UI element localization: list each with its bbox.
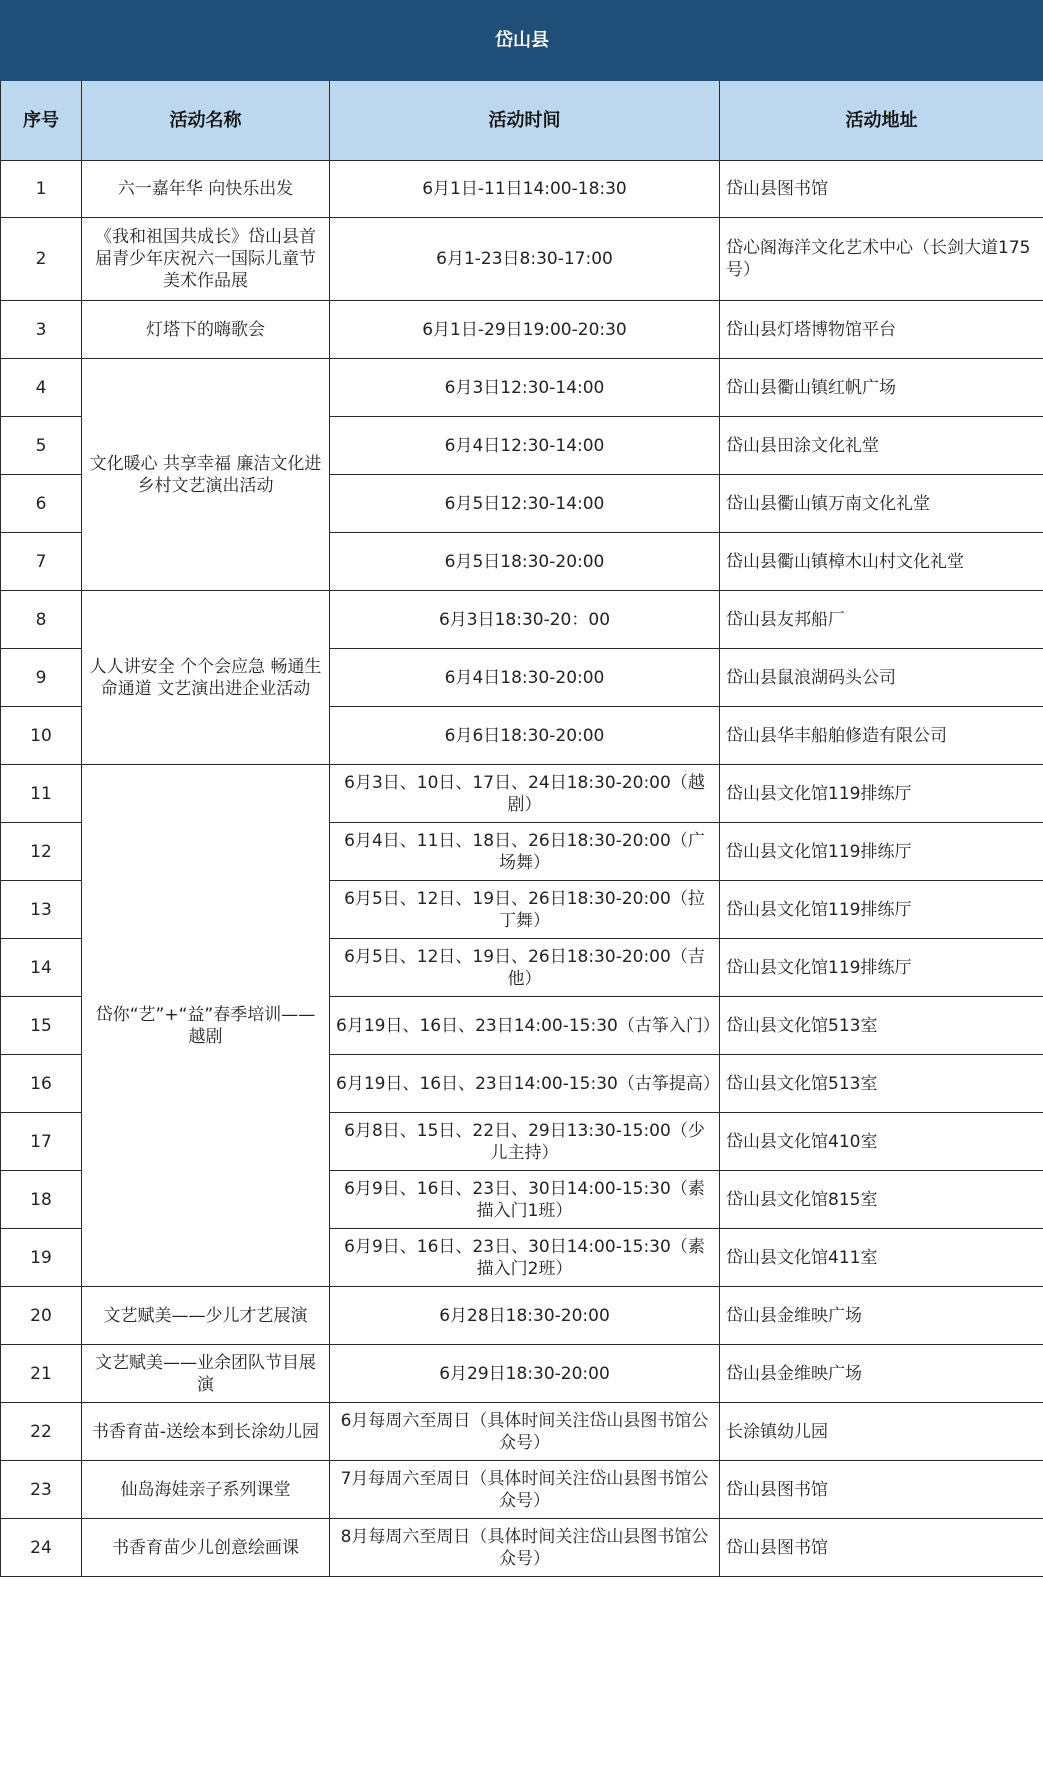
cell-index: 16 xyxy=(1,1055,82,1113)
cell-index: 14 xyxy=(1,939,82,997)
cell-index: 12 xyxy=(1,823,82,881)
cell-activity-time: 6月1日-29日19:00-20:30 xyxy=(330,301,720,359)
cell-activity-time: 6月每周六至周日（具体时间关注岱山县图书馆公众号） xyxy=(330,1403,720,1461)
cell-activity-time: 6月9日、16日、23日、30日14:00-15:30（素描入门2班） xyxy=(330,1229,720,1287)
cell-index: 5 xyxy=(1,417,82,475)
cell-activity-time: 6月5日12:30-14:00 xyxy=(330,475,720,533)
cell-index: 7 xyxy=(1,533,82,591)
cell-index: 19 xyxy=(1,1229,82,1287)
cell-activity-address: 岱山县图书馆 xyxy=(720,1519,1043,1577)
cell-index: 21 xyxy=(1,1345,82,1403)
cell-activity-time: 6月5日18:30-20:00 xyxy=(330,533,720,591)
cell-activity-address: 岱山县金维映广场 xyxy=(720,1345,1043,1403)
cell-activity-time: 6月5日、12日、19日、26日18:30-20:00（吉他） xyxy=(330,939,720,997)
cell-activity-address: 岱山县文化馆410室 xyxy=(720,1113,1043,1171)
cell-activity-name: 灯塔下的嗨歌会 xyxy=(82,301,330,359)
cell-activity-time: 6月3日、10日、17日、24日18:30-20:00（越剧） xyxy=(330,765,720,823)
table-body xyxy=(1,161,1043,1577)
cell-activity-address: 岱山县友邦船厂 xyxy=(720,591,1043,649)
cell-activity-address: 岱山县文化馆815室 xyxy=(720,1171,1043,1229)
cell-index: 17 xyxy=(1,1113,82,1171)
cell-activity-name: 文艺赋美——业余团队节目展演 xyxy=(82,1345,330,1403)
cell-activity-name: 仙岛海娃亲子系列课堂 xyxy=(82,1461,330,1519)
cell-index: 10 xyxy=(1,707,82,765)
table-title: 岱山县 xyxy=(1,1,1043,81)
cell-index: 1 xyxy=(1,161,82,218)
cell-index: 18 xyxy=(1,1171,82,1229)
cell-index: 9 xyxy=(1,649,82,707)
cell-activity-time: 6月5日、12日、19日、26日18:30-20:00（拉丁舞） xyxy=(330,881,720,939)
cell-activity-time: 6月9日、16日、23日、30日14:00-15:30（素描入门1班） xyxy=(330,1171,720,1229)
table-row xyxy=(1,1519,1043,1577)
cell-activity-address: 岱山县文化馆513室 xyxy=(720,997,1043,1055)
cell-index: 22 xyxy=(1,1403,82,1461)
cell-activity-address: 岱山县灯塔博物馆平台 xyxy=(720,301,1043,359)
table-row xyxy=(1,218,1043,301)
table-row xyxy=(1,359,1043,417)
table-row xyxy=(1,161,1043,218)
cell-activity-address: 岱山县文化馆513室 xyxy=(720,1055,1043,1113)
cell-index: 4 xyxy=(1,359,82,417)
header-row xyxy=(1,81,1043,161)
cell-activity-address: 岱山县衢山镇樟木山村文化礼堂 xyxy=(720,533,1043,591)
cell-activity-name: 书香育苗-送绘本到长涂幼儿园 xyxy=(82,1403,330,1461)
cell-activity-time: 7月每周六至周日（具体时间关注岱山县图书馆公众号） xyxy=(330,1461,720,1519)
cell-activity-address: 岱山县图书馆 xyxy=(720,1461,1043,1519)
table-row xyxy=(1,591,1043,649)
title-row xyxy=(1,1,1043,81)
cell-index: 3 xyxy=(1,301,82,359)
cell-index: 20 xyxy=(1,1287,82,1345)
cell-activity-time: 6月6日18:30-20:00 xyxy=(330,707,720,765)
cell-activity-time: 6月4日、11日、18日、26日18:30-20:00（广场舞） xyxy=(330,823,720,881)
cell-activity-address: 岱山县文化馆119排练厅 xyxy=(720,765,1043,823)
cell-activity-name: 人人讲安全 个个会应急 畅通生命通道 文艺演出进企业活动 xyxy=(82,591,330,765)
table-row xyxy=(1,765,1043,823)
cell-activity-time: 6月1-23日8:30-17:00 xyxy=(330,218,720,301)
cell-activity-name: 《我和祖国共成长》岱山县首届青少年庆祝六一国际儿童节美术作品展 xyxy=(82,218,330,301)
cell-index: 11 xyxy=(1,765,82,823)
header-name: 活动名称 xyxy=(82,81,330,161)
cell-activity-address: 岱山县鼠浪湖码头公司 xyxy=(720,649,1043,707)
cell-activity-time: 6月19日、16日、23日14:00-15:30（古筝入门） xyxy=(330,997,720,1055)
cell-activity-address: 岱山县华丰船舶修造有限公司 xyxy=(720,707,1043,765)
cell-activity-address: 岱山县衢山镇红帆广场 xyxy=(720,359,1043,417)
cell-activity-time: 6月4日18:30-20:00 xyxy=(330,649,720,707)
cell-activity-address: 岱山县金维映广场 xyxy=(720,1287,1043,1345)
table-row xyxy=(1,1461,1043,1519)
header-index: 序号 xyxy=(1,81,82,161)
cell-index: 6 xyxy=(1,475,82,533)
cell-activity-address: 岱山县文化馆119排练厅 xyxy=(720,881,1043,939)
cell-activity-name: 文化暖心 共享幸福 廉洁文化进乡村文艺演出活动 xyxy=(82,359,330,591)
cell-index: 2 xyxy=(1,218,82,301)
cell-activity-name: 岱你“艺”+“益”春季培训——越剧 xyxy=(82,765,330,1287)
cell-index: 24 xyxy=(1,1519,82,1577)
table-row xyxy=(1,301,1043,359)
cell-activity-name: 六一嘉年华 向快乐出发 xyxy=(82,161,330,218)
cell-activity-time: 6月3日18:30-20：00 xyxy=(330,591,720,649)
cell-index: 15 xyxy=(1,997,82,1055)
cell-index: 13 xyxy=(1,881,82,939)
cell-activity-time: 6月4日12:30-14:00 xyxy=(330,417,720,475)
cell-activity-address: 岱山县文化馆119排练厅 xyxy=(720,823,1043,881)
cell-index: 8 xyxy=(1,591,82,649)
cell-activity-name: 文艺赋美——少儿才艺展演 xyxy=(82,1287,330,1345)
cell-activity-time: 6月28日18:30-20:00 xyxy=(330,1287,720,1345)
cell-activity-address: 长涂镇幼儿园 xyxy=(720,1403,1043,1461)
cell-activity-address: 岱山县图书馆 xyxy=(720,161,1043,218)
cell-activity-address: 岱山县衢山镇万南文化礼堂 xyxy=(720,475,1043,533)
cell-activity-time: 6月3日12:30-14:00 xyxy=(330,359,720,417)
header-time: 活动时间 xyxy=(330,81,720,161)
cell-activity-address: 岱山县文化馆411室 xyxy=(720,1229,1043,1287)
table-row xyxy=(1,1287,1043,1345)
table-row xyxy=(1,1403,1043,1461)
cell-index: 23 xyxy=(1,1461,82,1519)
cell-activity-address: 岱山县田涂文化礼堂 xyxy=(720,417,1043,475)
table-row xyxy=(1,1345,1043,1403)
cell-activity-name: 书香育苗少儿创意绘画课 xyxy=(82,1519,330,1577)
cell-activity-address: 岱山县文化馆119排练厅 xyxy=(720,939,1043,997)
cell-activity-time: 6月1日-11日14:00-18:30 xyxy=(330,161,720,218)
cell-activity-time: 6月29日18:30-20:00 xyxy=(330,1345,720,1403)
cell-activity-time: 6月19日、16日、23日14:00-15:30（古筝提高） xyxy=(330,1055,720,1113)
cell-activity-time: 8月每周六至周日（具体时间关注岱山县图书馆公众号） xyxy=(330,1519,720,1577)
header-address: 活动地址 xyxy=(720,81,1043,161)
cell-activity-address: 岱心阁海洋文化艺术中心（长剑大道175号） xyxy=(720,218,1043,301)
cell-activity-time: 6月8日、15日、22日、29日13:30-15:00（少儿主持） xyxy=(330,1113,720,1171)
